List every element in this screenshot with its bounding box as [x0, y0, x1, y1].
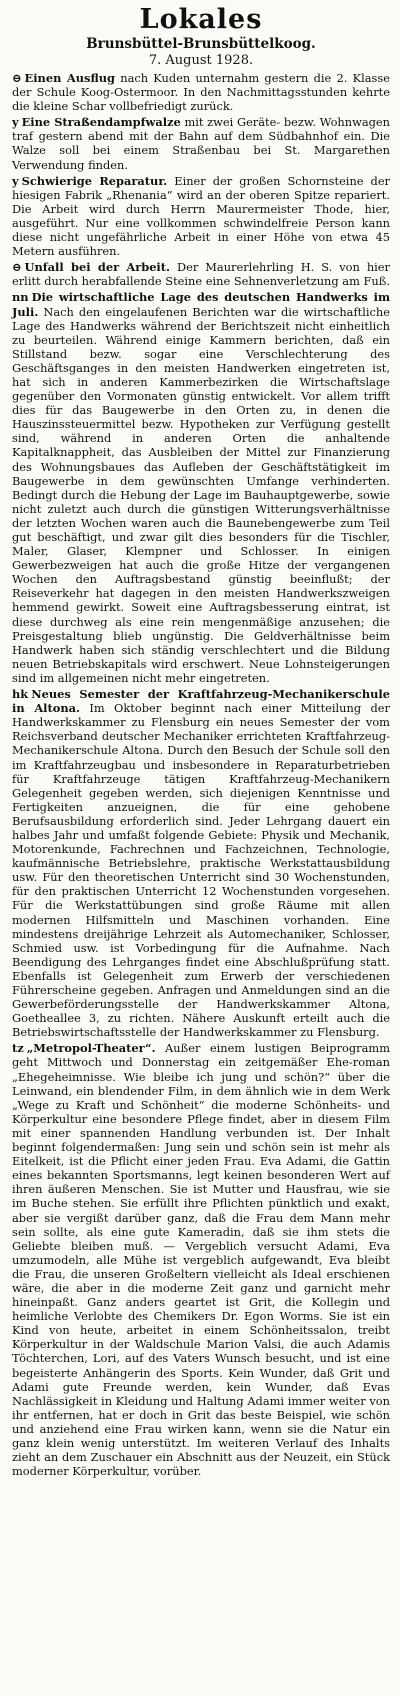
article-marker: ⊖ — [12, 260, 22, 275]
article-paragraph — [12, 260, 390, 288]
article-lead: Eine Straßendampfwalze — [21, 115, 181, 130]
article-text: Einer der großen Schornsteine der hiesigen Fabrik „Rhenania“ wird an der oberen Spitze repariert. Die Arbeit wird durch Herrn Maurermeister Thode, hier, ausgeführt. Nur eine vollkommen schwindelfreie Person kann diese nicht ungefährliche Arbeit in einer Höhe von etwa 45 Metern ausführen. — [12, 173, 390, 259]
article-paragraph — [12, 174, 390, 259]
article-headline: „Metropol-Theater“. — [26, 1041, 156, 1056]
article-text: nach Kuden unternahm gestern die 2. Klasse der Schule Koog-Ostermoor. In den Nachmittagsstunden kehrte die kleine Schar vollbefriedigt zurück. — [12, 71, 390, 114]
article-lead: Schwierige Reparatur. — [21, 173, 168, 188]
article-headline: Die wirtschaftliche Lage des deutschen Handwerks im Juli. — [12, 290, 390, 319]
article-paragraph — [12, 687, 390, 1039]
article-marker: y — [12, 115, 19, 130]
article-text: Außer einem lustigen Beiprogramm geht Mittwoch und Donnerstag ein zeitgemäßer Ehe-roman „Ehegeheimnisse. Wie bleibe ich jung und schön?“ über die Leinwand, ein blendender Film, in dem ähnlich wie in dem Werk „Wege zu Kraft und Schönheit“ die moderne Schönheits- und Körperkultur eine besondere Pflege findet, aber in diesem Film mit einer spannenden Handlung verbunden ist. Der Inhalt beginnt folgendermaßen: Jung sein und schön sein ist mehr als Eitelkeit, ist die Pflicht einer jeden Frau. Eva Adami, die Gattin eines bekannten Sportsmanns, legt keinen besonderen Wert auf ihren äußeren Menschen. Sie ist Mutter und Hausfrau, wie sie im Buche stehen. Sie erfüllt ihre Pflichten pünktlich und exakt, aber sie vergißt darüber ganz, daß die Frau dem Mann mehr sein sollte, als eine gute Kameradin, daß sie ihm stets die Geliebte bleiben muß. — Vergeblich versucht Adami, Eva umzumodeln, alle Mühe ist vergeblich aufgewandt, Eva bleibt die Frau, die unseren Großeltern vielleicht als Ideal erschienen wäre, die aber in die moderne Zeit ganz und garnicht mehr hineinpaßt. Ganz anders geartet ist Grit, die Kollegin und heimliche Verlobte des Chemikers Dr. Egon Worms. Sie ist ein Kind von heute, arbeitet in einem Schönheitssalon, treibt Körperkultur in der Waldschule Marion Valsi, die auch Adamis Töchterchen, Lori, auf des Vaters Wunsch besucht, und ist eine begeisterte Anhängerin des Sports. Kein Wunder, daß Grit und Adami gute Freunde werden, kein Wunder, daß Evas Nachlässigkeit in Kleidung und Haltung Adami immer weiter von ihr entfernen, hat er doch in Grit das beste Beispiel, wie schön und anziehend eine Frau wirken kann, wenn sie die Natur ein ganz klein wenig unterstützt. Im weiteren Verlauf des Inhalts zieht an dem Zuschauer ein Abschnitt aus der Neuzeit, ein Stück moderner Körperkultur, vorüber. — [12, 1041, 390, 1479]
locality-subtitle: Brunsbüttel-Brunsbüttelkoog. — [86, 36, 316, 52]
article-headline: Neues Semester der Kraftfahrzeug-Mechanikerschule in Altona. — [12, 687, 390, 716]
article-text: Der Maurerlehrling H. S. von hier erlitt durch herabfallende Steine eine Sehnenverletzung am Fuß. — [12, 260, 390, 289]
article-text: Nach den eingelaufenen Berichten war die wirtschaftliche Lage des Handwerks während der Berichtszeit nicht einheitlich zu beurteilen. Während einige Kammern berichten, daß ein Stillstand bezw. sogar eine Verschlechterung des Geschäftsganges in den meisten Handwerken eingetreten ist, hat sich in anderen Kammerbezirken die Wirtschaftslage gegenüber den Vormonaten günstig entwickelt. Vor allem trifft dies für das Baugewerbe in den Orten zu, in denen die Hauszinssteuermittel bezw. Hypotheken zur Verfügung gestellt sind, während in anderen Orten die anhaltende Kapitalknappheit, das Ausbleiben der Mittel zur Finanzierung des Wohnungsbaues das Aufleben der Geschäftstätigkeit im Baugewerbe in dem gewünschten Umfange verhinderten. Bedingt durch die Hebung der Lage im Bauhauptgewerbe, sowie nicht zuletzt auch durch die günstigen Witterungsverhältnisse der letzten Wochen waren auch die Baunebengewerbe zum Teil gut beschäftigt, und zwar gilt dies besonders für die Tischler, Maler, Glaser, Klempner und Schlosser. In einigen Gewerbezweigen hat auch die große Hitze der vergangenen Wochen den Auftragsbestand günstig beeinflußt; der Reiseverkehr hat dagegen in den meisten Handwerkszweigen hemmend gewirkt. Soweit eine Auftragsbesserung eintrat, ist diese durchweg als eine rein mengenmäßige anzusehen; die Preisgestaltung blieb ungünstig. Die Geldverhältnisse beim Handwerk haben sich ständig verschlechtert und die Bildung neuen Betriebskapitals wird erschwert. Neue Lohnsteigerungen sind im allgemeinen nicht mehr eingetreten. — [12, 304, 390, 685]
issue-date: 7. August 1928. — [148, 53, 254, 68]
article-text: mit zwei Geräte- bezw. Wohnwagen traf gestern abend mit der Bahn auf dem Südbahnhof ein. Die Walze soll bei einem Straßenbau bei St. Margarethen Verwendung finden. — [12, 115, 391, 172]
masthead — [12, 4, 390, 69]
article-metropol-theater — [12, 1041, 390, 1478]
article-lead: Einen Ausflug — [24, 71, 115, 85]
article-paragraph — [12, 1041, 390, 1478]
article-mechanikerschule — [12, 687, 390, 1039]
article-paragraph — [12, 115, 390, 171]
article-paragraph — [12, 290, 390, 685]
article-strassendampfwalze — [12, 115, 390, 171]
article-marker: y — [12, 173, 19, 188]
article-ausflug — [12, 71, 390, 113]
article-marker: ⊖ — [12, 71, 22, 85]
article-lead: Unfall bei der Arbeit. — [24, 260, 170, 275]
article-handwerk — [12, 290, 390, 685]
article-marker: nn — [12, 290, 29, 305]
article-paragraph — [12, 71, 390, 113]
article-marker: tz — [12, 1041, 24, 1056]
article-unfall — [12, 260, 390, 288]
article-reparatur — [12, 174, 390, 259]
section-title: Lokales — [139, 4, 263, 35]
article-text: Im Oktober beginnt nach einer Mitteilung der Handwerkskammer zu Flensburg ein neues Semester der vom Reichsverband deutscher Mechaniker errichteten Kraftfahrzeug-Mechanikerschule Altona. Durch den Besuch der Schule soll den im Kraftfahrzeugbau und insbesondere in Reparaturbetrieben für Kraftfahrzeuge tätigen Kraftfahrzeug-Mechanikern Gelegenheit gegeben werden, sich diejenigen Kenntnisse und Fertigkeiten anzueignen, die für eine gehobene Berufsausbildung erforderlich sind. Jeder Lehrgang dauert ein halbes Jahr und umfaßt folgende Gebiete: Physik und Mechanik, Motorenkunde, Fachrechnen und Fachzeichnen, Technologie, kaufmännische Betriebslehre, praktische Werkstattausbildung usw. Für den theoretischen Unterricht sind 30 Wochenstunden, für den praktischen Unterricht 12 Wochenstunden vorgesehen. Für die Werkstattübungen sind große Räume mit allen modernen Hilfsmitteln und Maschinen vorhanden. Eine mindestens dreijährige Lehrzeit als Automechaniker, Schlosser, Schmied usw. ist Vorbedingung für die Aufnahme. Nach Beendigung des Lehrganges findet eine Abschlußprüfung statt. Ebenfalls ist Gelegenheit zum Erwerb der verschiedenen Führerscheine gegeben. Anfragen und Anmeldungen sind an die Gewerbeförderungsstelle der Handwerkskammer Altona, Goetheallee 3, zu richten. Nähere Auskunft erteilt auch die Betriebswirtschaftsstelle der Handwerkskammer zu Flensburg. — [12, 701, 390, 1040]
article-marker: hk — [12, 687, 29, 702]
